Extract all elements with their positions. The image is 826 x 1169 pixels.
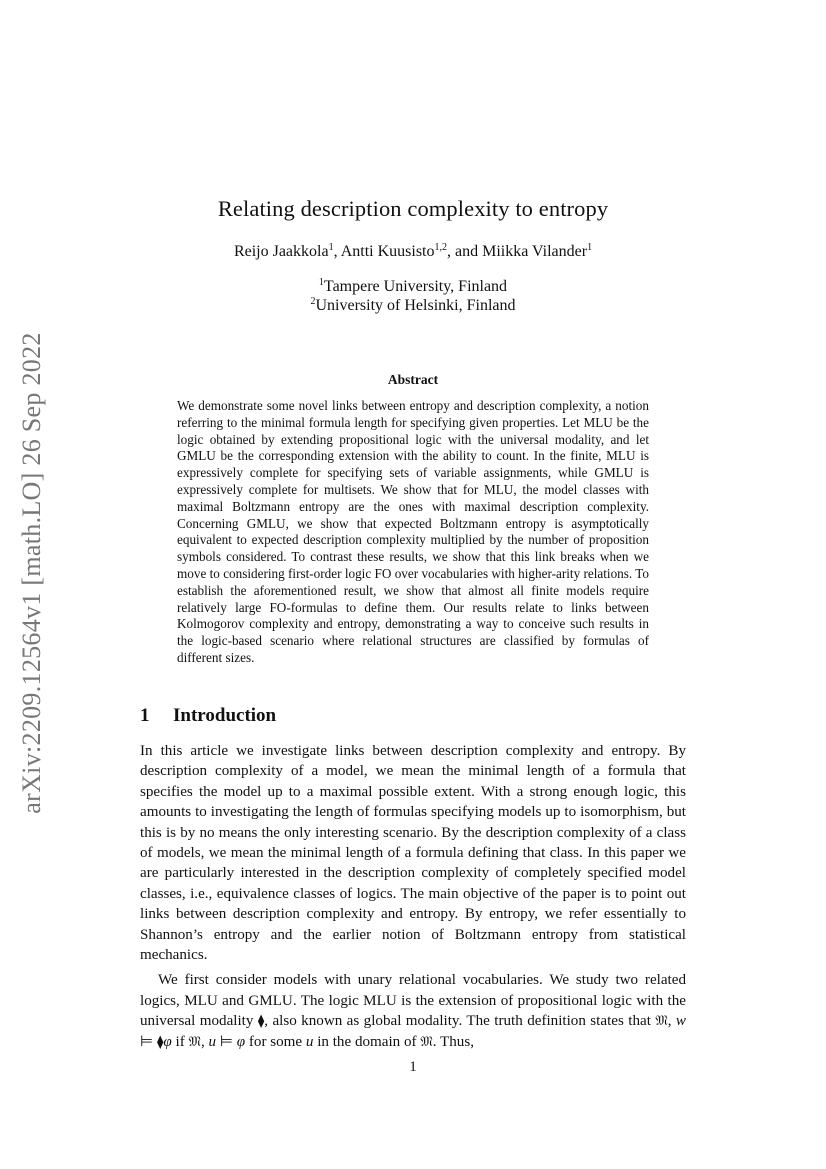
affiliation-line (0, 277, 826, 296)
text-run: We first consider models with unary relational vocabularies. We study two related logics, MLU and GMLU. The logic MLU is the extension of propositional logic with the universal modality (140, 972, 686, 1030)
arxiv-sidebar-stamp (12, 318, 52, 828)
author-affiliation-mark: 1,2 (434, 242, 447, 253)
affiliation-mark: 1 (318, 277, 324, 288)
author-separator: , (333, 243, 341, 260)
paper-title: Relating description complexity to entropy (217, 196, 609, 221)
page-number: 1 (409, 1059, 417, 1075)
math-frak-m: 𝔐 (420, 1033, 433, 1050)
text-run: if (171, 1033, 189, 1050)
math-frak-m: 𝔐 (188, 1033, 201, 1050)
text-run: . Thus, (432, 1033, 475, 1050)
math-phi: φ (236, 1033, 246, 1050)
affiliation-line (0, 296, 826, 315)
section-number: 1 (140, 705, 150, 726)
author-name: Antti Kuusisto (340, 243, 435, 260)
affiliation-text: University of Helsinki, Finland (315, 297, 516, 314)
section-body (140, 741, 686, 1052)
author-list (0, 243, 826, 261)
math-phi: φ (163, 1033, 172, 1050)
author-name: Miikka Vilander (482, 243, 588, 260)
author-name: Reijo Jaakkola (233, 243, 329, 260)
math-u: u (208, 1033, 217, 1050)
paragraph (140, 970, 686, 1052)
affiliation-mark: 2 (310, 296, 316, 307)
diamond-symbol: ⧫ (156, 1033, 164, 1049)
arxiv-identifier: arXiv:2209.12564v1 [math.LO] 26 Sep 2022 (17, 332, 46, 814)
affiliations (0, 277, 826, 315)
paragraph: In this article we investigate links between description complexity and entropy. By description complexity of a model, we mean the minimal length of a formula that specifies the model up to a maximal possible extent. With a strong enough logic, this amounts to investigating the length of formulas specifying models up to isomorphism, but this is by no means the only interesting scenario. By the description complexity of a class of models, we mean the minimal length of a formula defining that class. In this paper we are particularly interested in the description complexity of completely specified model classes, i.e., equivalence classes of logics. The main objective of the paper is to point out links between description complexity and entropy. By entropy, we refer essentially to Shannon’s entropy and the earlier notion of Boltzmann entropy from statistical mechanics. (140, 743, 686, 964)
author-affiliation-mark: 1 (328, 242, 334, 253)
author-separator: , and (447, 243, 483, 260)
text-run: , also known as global modality. The truth definition states that (264, 1013, 656, 1030)
section-heading (140, 705, 276, 727)
author-affiliation-mark: 1 (587, 242, 593, 253)
math-comma: , (667, 1013, 676, 1030)
math-w: w (675, 1013, 686, 1030)
text-run: in the domain of (313, 1033, 421, 1050)
math-models: ⊨ (219, 1033, 233, 1050)
math-frak-m: 𝔐 (655, 1013, 668, 1030)
math-comma: , (200, 1033, 209, 1050)
diamond-symbol: ⧫ (257, 1013, 265, 1029)
math-models: ⊨ (140, 1033, 154, 1050)
abstract-text: We demonstrate some novel links between entropy and description complexity, a notion referring to the minimal formula length for specifying given properties. Let MLU be the logic obtained by extending propositional logic with the universal modality, and let GMLU be the corresponding extension with the ability to count. In the finite, MLU is expressively complete for specifying sets of variable assignments, while GMLU is expressively complete for multisets. We show that for MLU, the model classes with maximal Boltzmann entropy are the ones with maximal description complexity. Concerning GMLU, we show that expected Boltzmann entropy is asymptotically equivalent to expected description complexity multiplied by the number of proposition symbols considered. To contrast these results, we show that this link breaks when we move to considering first-order logic FO over vocabularies with higher-arity relations. To establish the aforementioned result, we show that almost all finite models require relatively large FO-formulas to define them. Our results relate to links between Kolmogorov complexity and entropy, demonstrating a way to conceive such results in the logic-based scenario where relational structures are classified by formulas of different sizes. (177, 398, 649, 665)
affiliation-text: Tampere University, Finland (323, 278, 508, 295)
section-title: Introduction (173, 705, 277, 726)
text-run: for some (245, 1033, 306, 1050)
math-u: u (305, 1033, 314, 1050)
abstract-heading: Abstract (387, 372, 439, 387)
